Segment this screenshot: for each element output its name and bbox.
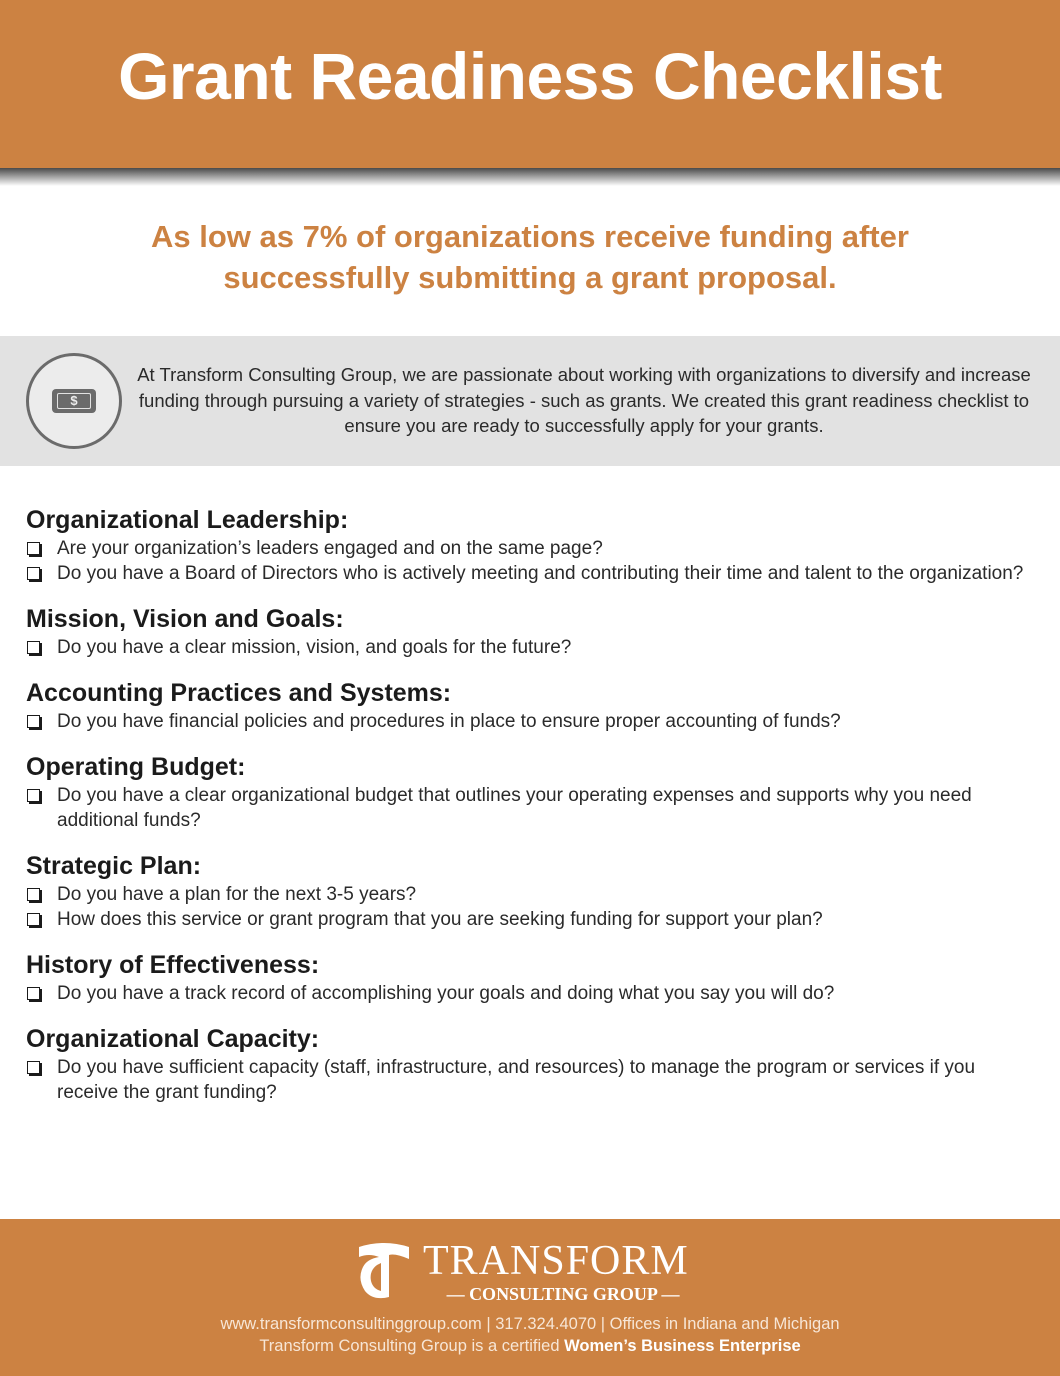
checklist-item [26, 635, 1036, 660]
checklist-item-text: Are your organization’s leaders engaged and on the same page? [57, 538, 603, 559]
section-heading: Organizational Capacity: [26, 1025, 320, 1053]
checkbox-icon[interactable] [27, 987, 40, 1000]
cert-prefix: Transform Consulting Group is a certified [259, 1337, 565, 1355]
checklist-item-text: Do you have a plan for the next 3-5 years? [57, 884, 417, 905]
checklist-section [26, 949, 1036, 1006]
contact-line: www.transformconsultinggroup.com | 317.324.4070 | Offices in Indiana and Michigan [220, 1315, 840, 1333]
checklist-item-text: Do you have a track record of accomplishing your goals and doing what you say you will do? [57, 983, 835, 1004]
checklist-item [26, 536, 1036, 561]
checklist-item-text: Do you have sufficient capacity (staff, infrastructure, and resources) to manage the program or services if you receive the grant funding? [57, 1057, 976, 1103]
checklist-item-text: Do you have financial policies and procedures in place to ensure proper accounting of funds? [57, 711, 841, 732]
checklist [26, 783, 1036, 833]
checklist-section [26, 603, 1036, 660]
checkbox-icon[interactable] [27, 888, 40, 901]
checkbox-icon[interactable] [27, 913, 40, 926]
checkbox-icon[interactable] [27, 641, 40, 654]
checklist-item [26, 1055, 1036, 1105]
certification-line [0, 1335, 1060, 1357]
section-heading: History of Effectiveness: [26, 951, 320, 979]
checklist [26, 536, 1036, 586]
page-title: Grant Readiness Checklist [118, 39, 942, 113]
checkbox-icon[interactable] [27, 789, 40, 802]
company-logo [355, 1239, 715, 1305]
checklist-item [26, 709, 1036, 734]
intro-band [0, 336, 1060, 466]
checklist-item [26, 783, 1036, 833]
section-heading: Accounting Practices and Systems: [26, 679, 452, 707]
checklist [26, 981, 1036, 1006]
dollar-sign: $ [57, 393, 91, 409]
checklist [26, 1055, 1036, 1105]
checkbox-icon[interactable] [27, 1061, 40, 1074]
checklist [26, 635, 1036, 660]
bill-shape [52, 389, 96, 413]
checkbox-icon[interactable] [27, 715, 40, 728]
section-heading: Mission, Vision and Goals: [26, 605, 344, 633]
checklist-item-text: How does this service or grant program that you are seeking funding for support your plan? [57, 909, 823, 930]
tagline: As low as 7% of organizations receive funding after successfully submitting a grant proposal. [151, 219, 909, 295]
checklist-section [26, 504, 1036, 586]
checklist-section [26, 1023, 1036, 1105]
checkbox-icon[interactable] [27, 567, 40, 580]
checklist-item-text: Do you have a Board of Directors who is actively meeting and contributing their time and talent to the organization? [57, 563, 1024, 584]
checklist [26, 709, 1036, 734]
checklist-item [26, 981, 1036, 1006]
checklist-item-text: Do you have a clear organizational budget that outlines your operating expenses and supports why you need additional funds? [57, 785, 972, 831]
header-shadow [0, 168, 1060, 186]
checklist-section [26, 677, 1036, 734]
brand-subtitle: — CONSULTING GROUP — [446, 1284, 680, 1304]
header-banner [0, 0, 1060, 168]
checklist-item-text: Do you have a clear mission, vision, and goals for the future? [57, 637, 572, 658]
section-heading: Organizational Leadership: [26, 506, 349, 534]
cert-bold: Women’s Business Enterprise [564, 1337, 801, 1355]
dollar-bill-icon [26, 353, 122, 449]
section-heading: Operating Budget: [26, 753, 246, 781]
checklist-item [26, 561, 1036, 586]
checklist-sections [26, 504, 1036, 1122]
transform-logo-icon [355, 1241, 413, 1301]
checklist-section [26, 751, 1036, 833]
checklist [26, 882, 1036, 932]
checklist-section [26, 850, 1036, 932]
checklist-item [26, 907, 1036, 932]
brand-name: TRANSFORM [423, 1238, 689, 1284]
checkbox-icon[interactable] [27, 542, 40, 555]
section-heading: Strategic Plan: [26, 852, 202, 880]
footer [0, 1219, 1060, 1376]
checklist-item [26, 882, 1036, 907]
intro-text: At Transform Consulting Group, we are passionate about working with organizations to diversify and increase funding through pursuing a variety of strategies - such as grants. We created this grant readiness checklist to ensure you are ready to successfully apply for your grants. [137, 364, 1031, 436]
